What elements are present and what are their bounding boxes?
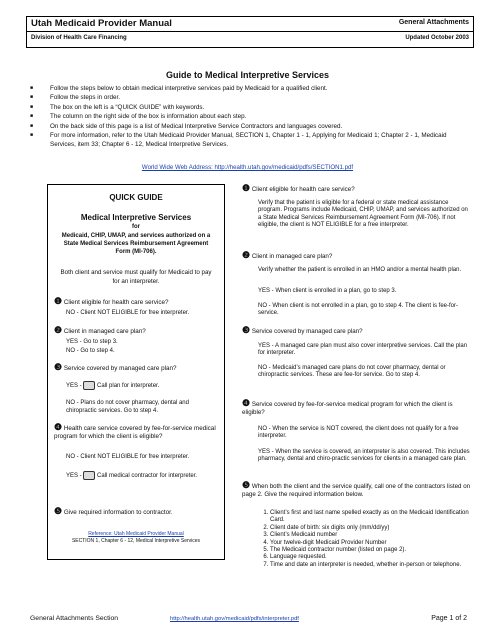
intro-item: ■ On the back side of this page is a list of Medical Interpretive Service Contractors and languages covered. — [30, 122, 470, 131]
right-step-2-detail: Verify whether the patient is enrolled in an HMO and/or a mental health plan. — [258, 267, 462, 273]
step-4-marker: ❹ — [54, 422, 63, 432]
website-url[interactable]: World Wide Web Address: http://health.utah.gov/medicaid/pdfs/SECTION1.pdf — [141, 164, 354, 171]
quick-step-3-yes-label: YES - — [66, 383, 82, 390]
right-step-1-detail: Verify that the patient is eligible for a federal or state medical assistance program. Programs include Medicaid, CHIP, UMAP, and services authorized on a State Medical Services Reimbursement Agreement Form (MI-706). If not eligible, the client is NOT ELIGIBLE for a free interpreter. — [258, 200, 468, 229]
quick-step-4 — [54, 423, 218, 441]
right-step-1-text: Client eligible for health care service? — [251, 186, 355, 193]
quick-guide-box — [47, 184, 225, 560]
reference-line-2: SECTION 1, Chapter 6 - 12, Medical Interpretive Services — [71, 538, 201, 544]
header-top-row — [27, 17, 473, 32]
quick-guide-heading: Medical Interpretive Services — [80, 213, 192, 222]
manual-title: Utah Medicaid Provider Manual — [31, 18, 172, 29]
quick-guide-title: QUICK GUIDE — [109, 193, 163, 202]
intro-item: ■ The column on the right side of the box is information about each step. — [30, 112, 470, 121]
quick-step-4-yes-text: Call medical contractor for interpreter. — [97, 473, 198, 480]
right-step-2-text: Client in managed care plan? — [251, 253, 333, 260]
intro-item: ■ Follow the steps below to obtain medical interpretive services paid by Medicaid for a qualified client. — [30, 84, 470, 93]
quick-step-5 — [54, 507, 173, 517]
intro-item: ■ The box on the left is a “QUICK GUIDE” with keywords. — [30, 103, 470, 112]
right-step-3 — [242, 326, 472, 336]
reference — [54, 531, 218, 545]
section-label: General Attachments — [398, 19, 469, 26]
right-step-5 — [242, 481, 472, 499]
division-label: Division of Health Care Financing — [31, 35, 127, 41]
quick-step-2 — [54, 326, 146, 336]
website-link[interactable] — [0, 164, 495, 171]
right-step-2-yes: YES - When client is enrolled in a plan, go to step 3. — [258, 288, 397, 294]
info-item: 5. The Medicaid contractor number (listed on page 2). — [270, 547, 484, 554]
quick-step-4-yes-label: YES - — [66, 473, 82, 480]
info-item: 4. Your twelve-digit Medicaid Provider Number — [270, 540, 484, 547]
intro-item: ■ Follow the steps in order. — [30, 93, 470, 102]
right-step-2-no: NO - When client is not enrolled in a plan, go to step 4. The client is fee-for-service. — [258, 303, 458, 317]
quick-step-4-yes — [66, 471, 216, 480]
footer-link[interactable]: http://health.utah.gov/medicaid/pdfs/interpreter.pdf — [170, 616, 299, 622]
quick-guide-for: for — [132, 224, 140, 230]
right-step-3-yes: YES - A managed care plan must also cover interpretive services. Call the plan for interpreter. — [258, 343, 468, 357]
quick-step-3-text: Service covered by managed care plan? — [63, 365, 177, 372]
intro-item: ■ For more information, refer to the Utah Medicaid Provider Manual, SECTION 1, Chapter 1 - 1, Applying for Medicaid 1; Chapter 2 - 1, Medicaid Services, item 33; Chapter 6 - 12, Medical Interpretive Services. — [30, 131, 470, 150]
step-3-marker: ❸ — [54, 362, 63, 372]
right-step-4-text: Service covered by fee-for-service medical program for which the client is eligible? — [242, 401, 453, 416]
right-step-5-text: When both the client and the service qualify, call one of the contractors listed on page 2. Give the required information below. — [242, 483, 471, 498]
quick-step-2-yes: YES - Go to step 3. — [66, 339, 118, 345]
right-step-4 — [242, 399, 472, 417]
phone-icon — [83, 471, 95, 480]
right-step-4-yes: YES - When the service is covered, an interpreter is also covered. This includes pharmacy, dental and chiro-practic services for clients in a managed care plan. — [258, 449, 470, 463]
updated-date: Updated October 2003 — [405, 35, 469, 41]
page-number: Page 1 of 2 — [431, 615, 467, 622]
quick-step-3-yes — [66, 381, 159, 390]
reference-line-1[interactable]: Reference: Utah Medicaid Provider Manual — [88, 531, 184, 537]
right-step-4-marker: ❹ — [242, 398, 251, 408]
info-item: 3. Client’s Medicaid number — [270, 532, 484, 539]
quick-step-2-text: Client in managed care plan? — [63, 328, 146, 335]
info-item: 2. Client date of birth: six digits only (mm/dd/yy) — [270, 525, 484, 532]
step-1-marker: ❶ — [54, 296, 63, 306]
right-step-2-marker: ❷ — [242, 250, 251, 260]
quick-step-4-text: Health care service covered by fee-for-service medical program for which the client is eligible? — [54, 425, 216, 440]
right-step-5-marker: ❺ — [242, 480, 251, 490]
right-step-2 — [242, 251, 472, 261]
right-step-3-text: Service covered by managed care plan? — [251, 328, 363, 335]
right-step-1 — [242, 184, 472, 194]
quick-step-5-text: Give required information to contractor. — [63, 509, 173, 516]
info-item: 6. Language requested. — [270, 554, 484, 561]
info-item: 7. Time and date an interpreter is needed, whether in-person or telephone. — [270, 562, 484, 569]
step-2-marker: ❷ — [54, 325, 63, 335]
quick-step-2-no: NO - Go to step 4. — [66, 348, 115, 354]
quick-step-3-no: NO - Plans do not cover pharmacy, dental and chiropractic services. Go to step 4. — [66, 400, 189, 414]
quick-guide-note: Both client and service must qualify for Medicaid to pay for an interpreter. — [60, 269, 212, 285]
quick-step-3 — [54, 363, 177, 373]
quick-step-3-yes-text: Call plan for interpreter. — [97, 383, 160, 390]
footer-section: General Attachments Section — [30, 615, 119, 622]
step-5-marker: ❺ — [54, 506, 63, 516]
required-info-list — [258, 510, 484, 569]
right-step-1-marker: ❶ — [242, 183, 251, 193]
quick-step-1-no: NO - Client NOT ELIGIBLE for free interpreter. — [66, 310, 190, 316]
info-item: 1. Client’s first and last name spelled exactly as on the Medicaid Identification Card. — [270, 510, 484, 525]
page-header — [26, 16, 474, 48]
quick-step-1-text: Client eligible for health care service? — [63, 299, 169, 306]
quick-step-1 — [54, 297, 168, 307]
right-step-3-marker: ❸ — [242, 325, 251, 335]
page-title: Guide to Medical Interpretive Services — [165, 70, 330, 80]
quick-step-4-no: NO - Client NOT ELIGIBLE for free interpreter. — [66, 454, 190, 460]
intro-list — [30, 84, 470, 150]
right-step-4-no: NO - When the service is NOT covered, the client does not qualify for a free interpreter. — [258, 426, 459, 440]
quick-guide-subheading: Medicaid, CHIP, UMAP, and services authorized on a State Medical Services Reimbursement Agreement Form (MI-706). — [61, 233, 211, 255]
right-step-3-no: NO - Medicaid’s managed care plans do not cover pharmacy, dental or chiropractic services. These are fee-for service. Go to step 4. — [258, 365, 446, 379]
phone-icon — [83, 381, 95, 390]
